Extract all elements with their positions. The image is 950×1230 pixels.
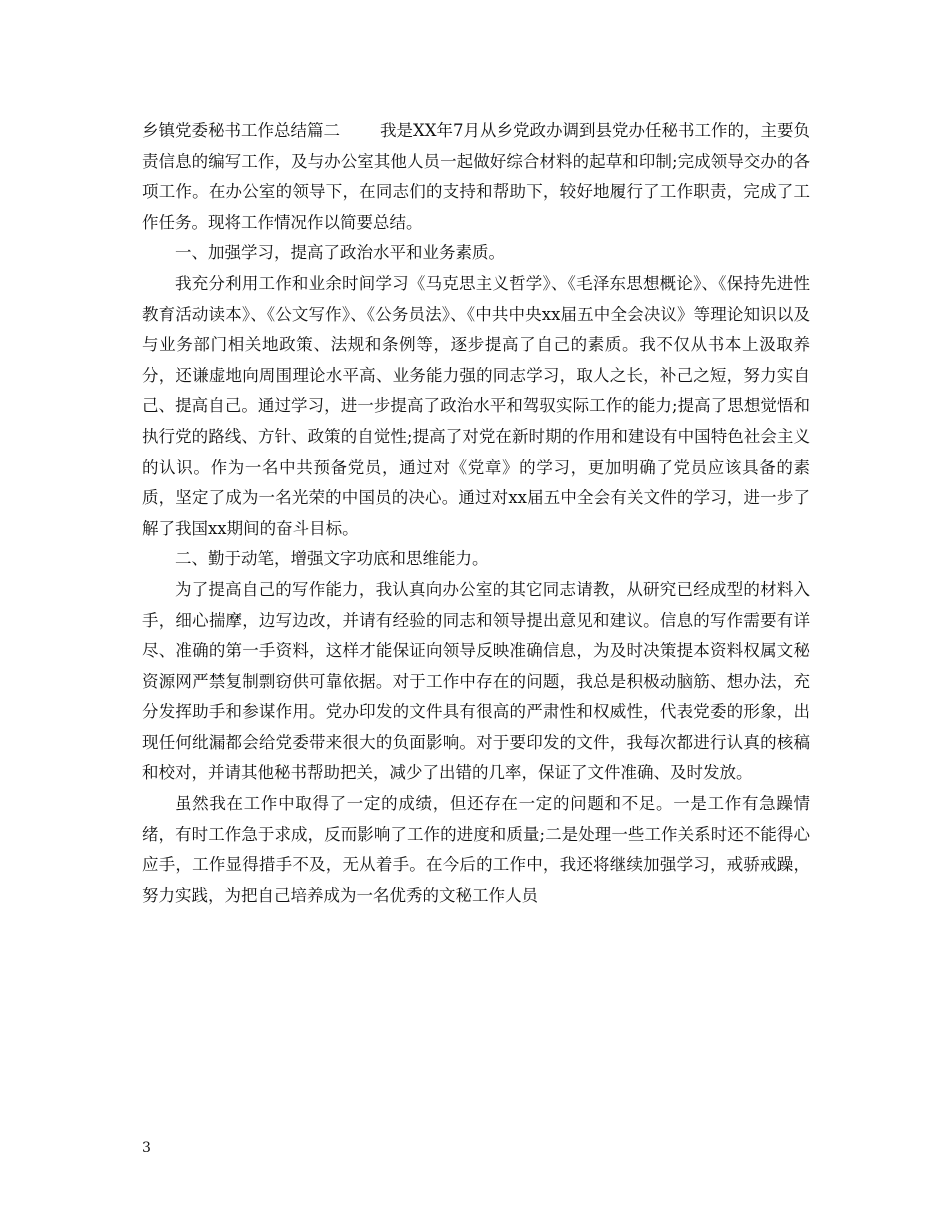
section-heading-1: 一、加强学习，提高了政治水平和业务素质。 — [175, 243, 505, 263]
page-number: 3 — [142, 1140, 151, 1156]
document-body — [142, 116, 810, 911]
document-title: 乡镇党委秘书工作总结篇二 — [142, 121, 340, 140]
section-heading-2: 二、勤于动笔，增强文字功底和思维能力。 — [175, 549, 489, 569]
paragraph-3: 为了提高自己的写作能力，我认真向办公室的其它同志请教，从研究已经成型的材料入手，细心揣摩，边写边改，并请有经验的同志和领导提出意见和建议。信息的写作需要有详尽、准确的第一手资料，这样才能保证向领导反映准确信息，为及时决策提本资料权属文秘资源网严禁复制剽窃供可靠依据。对于工作中存在的问题，我总是积极动脑筋、想办法，充分发挥助手和参谋作用。党办印发的文件具有很高的严肃性和权威性，代表党委的形象，出现任何纰漏都会给党委带来很大的负面影响。对于要印发的文件，我每次都进行认真的核稿和校对，并请其他秘书帮助把关，减少了出错的几率，保证了文件准确、及时发放。 — [142, 579, 810, 783]
paragraph-4: 虽然我在工作中取得了一定的成绩，但还存在一定的问题和不足。一是工作有急躁情绪，有时工作急于求成，反而影响了工作的进度和质量;二是处理一些工作关系时还不能得心应手，工作显得措手不及，无从着手。在今后的工作中，我还将继续加强学习，戒骄戒躁，努力实践，为把自己培养成为一名优秀的文秘工作人员 — [142, 794, 810, 905]
paragraph-1-text: 我是XX年7月从乡党政办调到县党办任秘书工作的，主要负责信息的编写工作，及与办公室其他人员一起做好综合材料的起草和印制;完成领导交办的各项工作。在办公室的领导下，在同志们的支持和帮助下，较好地履行了工作职责，完成了工作任务。现将工作情况作以简要总结。 — [142, 121, 810, 232]
paragraph-2: 我充分利用工作和业余时间学习《马克思主义哲学》、《毛泽东思想概论》、《保持先进性教育活动读本》、《公文写作》、《公务员法》、《中共中央xx届五中全会决议》等理论知识以及与业务部门相关地政策、法规和条例等，逐步提高了自己的素质。我不仅从书本上汲取养分，还谦虚地向周围理论水平高、业务能力强的同志学习，取人之长，补己之短，努力实自己、提高自己。通过学习，进一步提高了政治水平和驾驭实际工作的能力;提高了思想觉悟和执行党的路线、方针、政策的自觉性;提高了对党在新时期的作用和建设有中国特色社会主义的认识。作为一名中共预备党员，通过对《党章》的学习，更加明确了党员应该具备的素质，坚定了成为一名光荣的中国员的决心。通过对xx届五中全会有关文件的学习，进一步了解了我国xx期间的奋斗目标。 — [142, 273, 810, 538]
opening-paragraph — [142, 116, 810, 238]
